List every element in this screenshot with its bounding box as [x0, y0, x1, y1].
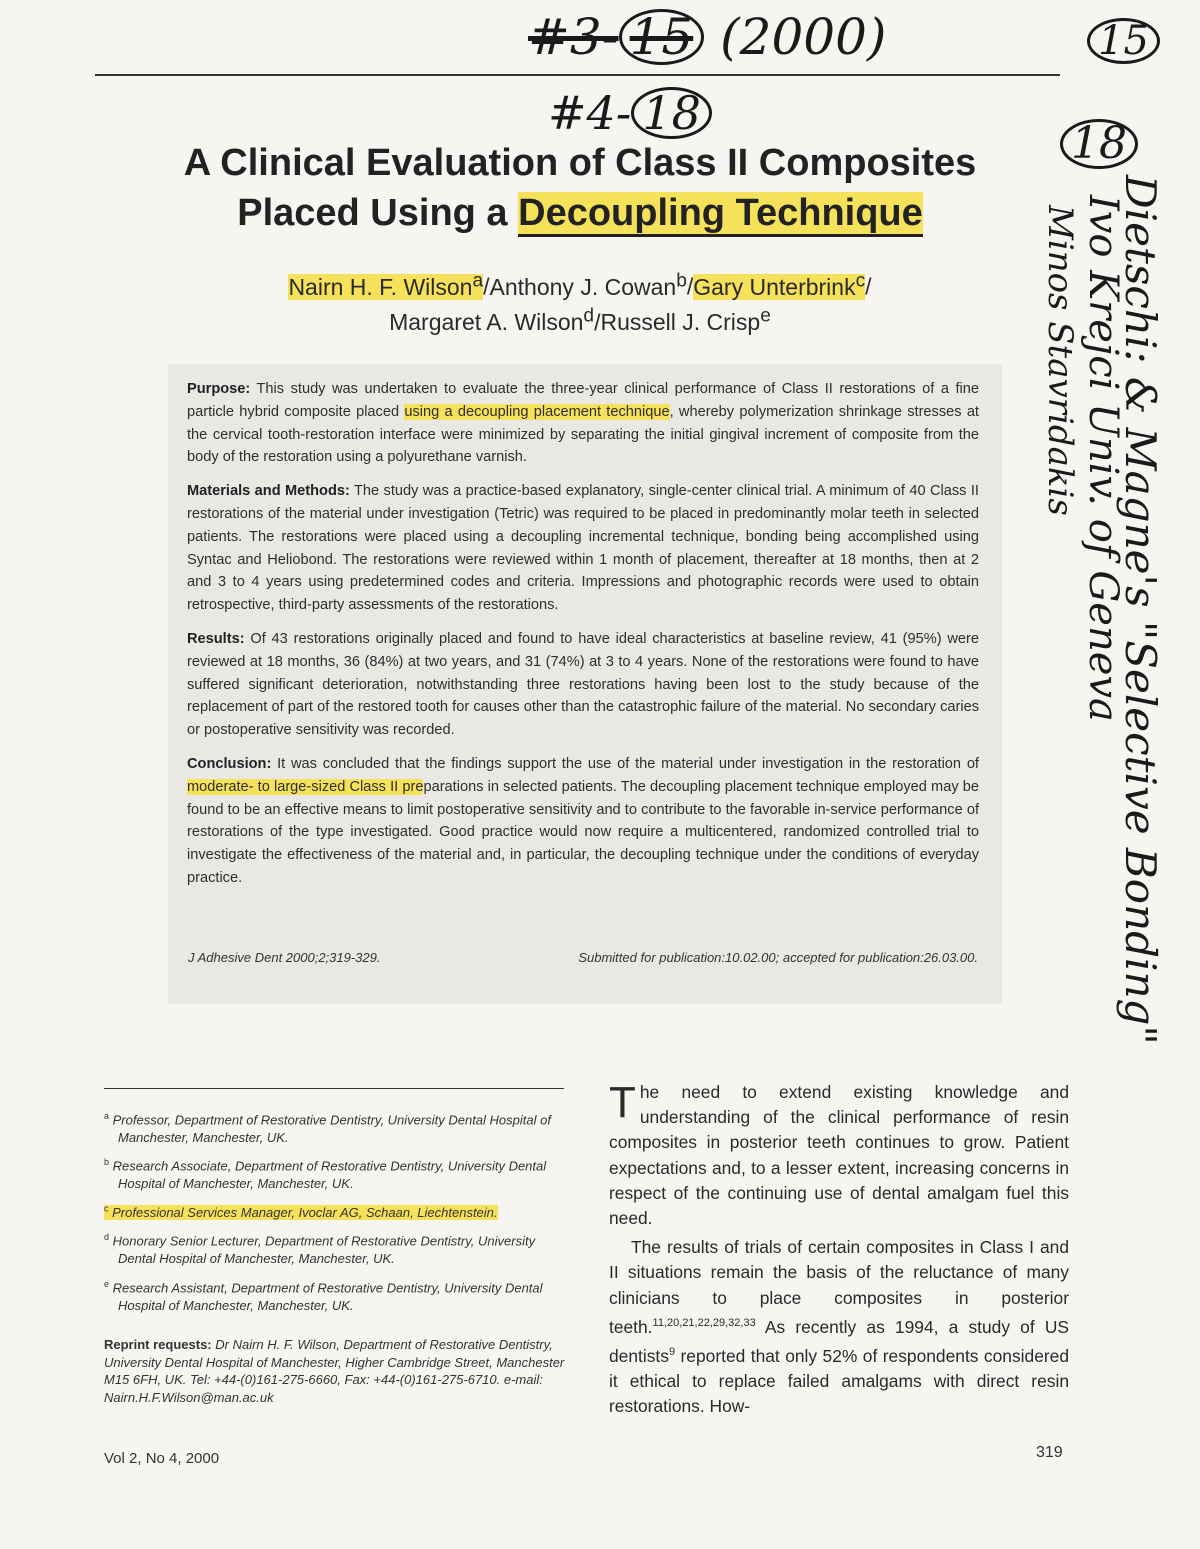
circled-item-number: 18	[631, 87, 712, 139]
item-prefix: #4-	[548, 86, 632, 140]
title-highlight: Decoupling Technique	[518, 192, 923, 237]
submission-dates: Submitted for publication:10.02.00; accepted for publication:26.03.00.	[578, 950, 978, 965]
body-paragraph-1: The need to extend existing knowledge and understanding of the clinical performance of resin composites in posterior teeth continues to grow. Patient expectations and, to a lesser extent, increasing concerns in respect of the continuing use of dental amalgam fuel this need.	[609, 1078, 1069, 1229]
corner-circled-number-2: 18	[1060, 119, 1138, 169]
struck-number: #3-	[528, 8, 619, 66]
abstract	[187, 378, 979, 901]
article-title	[130, 138, 1030, 238]
affiliation-e: $^e$ Research Assistant, Department of Restorative Dentistry, University Dental Hospital of Manchester, Manchester, UK.	[104, 1278, 543, 1313]
body-paragraph-2: The results of trials of certain composites in Class I and II situations remain the basis of the reluctance of many clinicians to place composites in posterior teeth.$^{11,20,21,22,29,32,33}$ As recently as 1994, a study of US dentists$^9$ reported that only 52% of respondents considered it ethical to replace failed amalgams with direct resin restorations. How-	[609, 1237, 1069, 1417]
handwritten-corner-number-2	[1060, 118, 1138, 169]
margin-note-2: Ivo Krejci Univ. of Geneva	[1080, 195, 1126, 722]
page-number: 319	[1036, 1444, 1063, 1461]
abstract-methods: Materials and Methods: The study was a practice-based explanatory, single-center clinical trial. A minimum of 40 Class II restorations of the material under investigation (Tetric) was required to be placed in predominantly molar teeth in selected patients. The restorations were placed using a decoupling incremental technique, bonding being accomplished using Syntac and Heliobond. The restorations were reviewed within 1 month of placement, thereafter at 18 months, then at 2 and 3 to 4 years using predetermined codes and criteria. Impressions and photographic records were used to obtain retrospective, third-party assessments of the restorations.	[187, 483, 979, 614]
affiliation-b: $^b$ Research Associate, Department of Restorative Dentistry, University Dental Hospital of Manchester, Manchester, UK.	[104, 1157, 547, 1192]
author-3: Gary Unterbrink$^c$	[693, 270, 866, 300]
author-2: Anthony J. Cowan$^b$	[489, 270, 687, 300]
author-list: Nairn H. F. Wilson$^a$/Anthony J. Cowan$^b$/Gary Unterbrink$^c$/ Margaret A. Wilson$^d$/Russell J. Crisp$^e$	[288, 270, 872, 336]
handwritten-corner-number	[1087, 18, 1160, 64]
abstract-purpose: Purpose: This study was undertaken to evaluate the three-year clinical performance of Class II restorations of a fine particle hybrid composite placed using a decoupling placement technique, whereby polymerization shrinkage stresses at the cervical tooth-restoration interface were minimized by separating the initial gingival increment of composite from the body of the restoration using a polyurethane varnish.	[187, 381, 979, 466]
title-prefix: Placed Using a	[237, 192, 519, 234]
title-line-1: A Clinical Evaluation of Class II Composites	[183, 142, 977, 184]
journal-citation: J Adhesive Dent 2000;2;319-329.	[188, 950, 381, 965]
circled-number: 15	[619, 9, 705, 65]
handwritten-item-number	[548, 86, 712, 140]
reprint-requests: Reprint requests: Dr Nairn H. F. Wilson, Department of Restorative Dentistry, University Dental Hospital of Manchester, Higher Cambridge Street, Manchester M15 6FH, UK. Tel: +44-(0)161-275-6660, Fax: +44-(0)161-275-6710. e-mail: Nairn.H.F.Wilson@man.ac.uk	[104, 1337, 565, 1405]
drop-cap: T	[609, 1078, 636, 1127]
title-line-2	[130, 188, 1030, 238]
author-4: Margaret A. Wilson$^d$	[389, 305, 595, 336]
body-text	[609, 1080, 1069, 1423]
margin-note-1: Dietschi: & Magne's "Selective Bonding"	[1116, 175, 1165, 1045]
citation-line	[188, 950, 978, 965]
abstract-results: Results: Of 43 restorations originally placed and found to have ideal characteristics at baseline review, 41 (95%) were reviewed at 18 months, 36 (84%) at two years, and 31 (74%) at 3 to 4 years. None of the restorations were found to have suffered significant deterioration, notwithstanding three restorations having been lost to the study because of the replacement of part of the restored tooth for causes other than the catastrophic failure of the material. No secondary caries or postoperative sensitivity was recorded.	[187, 630, 979, 739]
author-5: Russell J. Crisp$^e$	[600, 305, 771, 336]
header-rule	[95, 74, 1060, 76]
author-1: Nairn H. F. Wilson$^a$	[288, 270, 484, 300]
abstract-conclusion: Conclusion: It was concluded that the findings support the use of the material under investigation in the restoration of moderate- to large-sized Class II preparations in selected patients. The decoupling placement technique employed may be found to be an effective means to limit postoperative sensitivity and to contribute to the favorable in-service performance of restorations of the type investigated. Good practice would now require a multicentered, randomized controlled trial to investigate the effectiveness of the material and, in particular, the decoupling technique under the conditions of everyday practice.	[187, 755, 979, 886]
affiliation-d: $^d$ Honorary Senior Lecturer, Department of Restorative Dentistry, University Dental Hospital of Manchester, Manchester, UK.	[104, 1232, 536, 1267]
footnote-rule	[104, 1088, 564, 1089]
affiliations	[104, 1108, 566, 1322]
handwritten-year: (2000)	[720, 8, 887, 66]
margin-note-3: Minos Stavridakis	[1040, 205, 1080, 516]
issue-info: Vol 2, No 4, 2000	[104, 1450, 220, 1467]
affiliation-a: $^a$ Professor, Department of Restorative Dentistry, University Dental Hospital of Manchester, Manchester, UK.	[104, 1111, 551, 1145]
handwritten-top-note	[528, 8, 886, 66]
corner-circled-number: 15	[1087, 18, 1160, 64]
affiliation-c: $^c$ Professional Services Manager, Ivoclar AG, Schaan, Liechtenstein.	[104, 1203, 498, 1220]
